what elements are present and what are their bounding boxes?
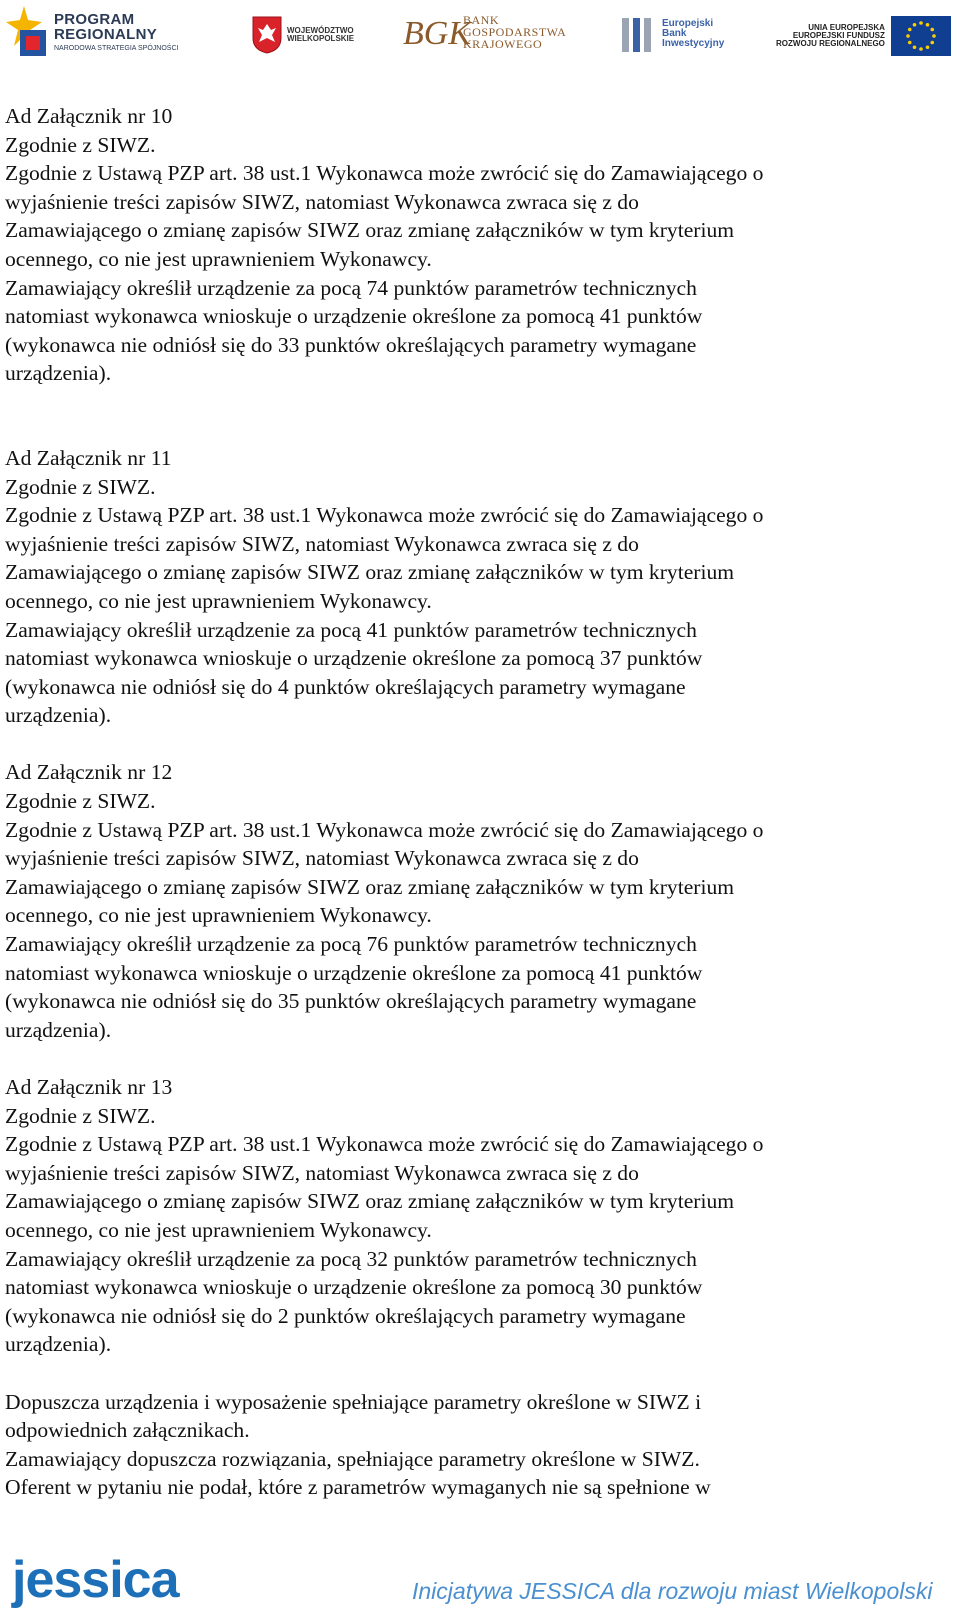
text-line: (wykonawca nie odniósł się do 33 punktów określających parametry wymagane	[5, 332, 697, 357]
ebi-line1: Europejski	[662, 17, 714, 29]
ebi-logo	[622, 14, 724, 54]
document-body	[5, 102, 945, 1502]
text-line: urządzenia).	[5, 361, 112, 386]
document-section	[5, 758, 945, 1044]
ebi-line3: Inwestycyjny	[662, 38, 725, 50]
eu-star-icon	[930, 41, 934, 45]
text-line: Zgodnie z SIWZ.	[5, 132, 156, 157]
program-regionalny-logo	[6, 6, 178, 58]
eu-flag-icon	[891, 16, 951, 56]
ue-line1: UNIA EUROPEJSKA	[808, 22, 885, 32]
text-line: Zamawiający określił urządzenie za pocą 76 punktów parametrów technicznych	[5, 932, 697, 957]
text-line: Zgodnie z Ustawą PZP art. 38 ust.1 Wykonawca może zwrócić się do Zamawiającego o	[5, 161, 764, 186]
ue-line2: EUROPEJSKI FUNDUSZ	[792, 30, 885, 40]
text-line: urządzenia).	[5, 703, 112, 728]
text-line: odpowiednich załącznikach.	[5, 1418, 250, 1443]
text-line: Zgodnie z Ustawą PZP art. 38 ust.1 Wykonawca może zwrócić się do Zamawiającego o	[5, 503, 764, 528]
bgk-line3: KRAJOWEGO	[463, 37, 543, 52]
text-line: ocennego, co nie jest uprawnieniem Wykonawcy.	[5, 246, 432, 271]
section-heading: Ad Załącznik nr 11	[5, 445, 172, 470]
jessica-logo: jessica	[12, 1551, 179, 1609]
text-line: Zamawiającego o zmianę zapisów SIWZ oraz zmianę załączników w tym kryterium	[5, 560, 735, 585]
text-line: Zamawiający dopuszcza rozwiązania, spełniające parametry określone w SIWZ.	[5, 1446, 700, 1471]
wojewodztwo-line1: WOJEWÓDZTWO	[287, 25, 354, 35]
footer	[0, 1540, 960, 1622]
ue-logo	[776, 16, 951, 56]
document-section	[5, 444, 945, 730]
bgk-line1: BANK	[463, 12, 500, 27]
text-line: Oferent w pytaniu nie podał, które z parametrów wymaganych nie są spełnione w	[5, 1475, 711, 1500]
program-regionalny-line3: NARODOWA STRATEGIA SPÓJNOŚCI	[54, 44, 179, 52]
text-line: Zamawiającego o zmianę zapisów SIWZ oraz zmianę załączników w tym kryterium	[5, 1189, 735, 1214]
svg-text:BGK: BGK	[403, 15, 471, 52]
wojewodztwo-logo	[252, 16, 354, 54]
text-line: (wykonawca nie odniósł się do 35 punktów określających parametry wymagane	[5, 989, 697, 1014]
section-spacer	[5, 730, 945, 759]
text-line: urządzenia).	[5, 1332, 112, 1357]
program-regionalny-line2: REGIONALNY	[54, 26, 158, 44]
eu-star-icon	[906, 34, 910, 38]
text-line: natomiast wykonawca wnioskuje o urządzenie określone za pomocą 41 punktów	[5, 304, 703, 329]
text-line: Zgodnie z SIWZ.	[5, 1103, 156, 1128]
text-line: wyjaśnienie treści zapisów SIWZ, natomiast Wykonawca zwraca się z do	[5, 1160, 639, 1185]
eu-star-icon	[930, 28, 934, 32]
eu-star-icon	[932, 34, 936, 38]
text-line: wyjaśnienie treści zapisów SIWZ, natomiast Wykonawca zwraca się z do	[5, 846, 639, 871]
document-section	[5, 102, 945, 388]
text-line: Zamawiającego o zmianę zapisów SIWZ oraz zmianę załączników w tym kryterium	[5, 218, 735, 243]
text-line: Zgodnie z SIWZ.	[5, 789, 156, 814]
eu-star-icon	[913, 23, 917, 27]
text-line: Zgodnie z SIWZ.	[5, 474, 156, 499]
ebi-bars-icon	[622, 14, 658, 54]
text-line: natomiast wykonawca wnioskuje o urządzenie określone za pomocą 30 punktów	[5, 1275, 703, 1300]
text-line: wyjaśnienie treści zapisów SIWZ, natomiast Wykonawca zwraca się z do	[5, 189, 639, 214]
ue-line3: ROZWOJU REGIONALNEGO	[776, 39, 885, 49]
text-line: natomiast wykonawca wnioskuje o urządzenie określone za pomocą 37 punktów	[5, 646, 703, 671]
section-spacer	[5, 1044, 945, 1073]
document-section	[5, 1388, 945, 1502]
text-line: urządzenia).	[5, 1017, 112, 1042]
coat-of-arms-icon	[252, 16, 282, 54]
text-line: (wykonawca nie odniósł się do 4 punktów określających parametry wymagane	[5, 674, 686, 699]
text-line: natomiast wykonawca wnioskuje o urządzenie określone za pomocą 41 punktów	[5, 960, 703, 985]
text-line: (wykonawca nie odniósł się do 2 punktów określających parametry wymagane	[5, 1303, 686, 1328]
text-line: Zgodnie z Ustawą PZP art. 38 ust.1 Wykonawca może zwrócić się do Zamawiającego o	[5, 1132, 764, 1157]
section-spacer	[5, 388, 945, 444]
eu-star-icon	[908, 41, 912, 45]
eu-star-icon	[908, 28, 912, 32]
section-heading: Ad Załącznik nr 12	[5, 760, 173, 785]
eu-star-icon	[913, 45, 917, 49]
text-line: Zamawiający określił urządzenie za pocą 32 punktów parametrów technicznych	[5, 1246, 697, 1271]
text-line: Zgodnie z Ustawą PZP art. 38 ust.1 Wykonawca może zwrócić się do Zamawiającego o	[5, 817, 764, 842]
document-section	[5, 1073, 945, 1359]
wojewodztwo-line2: WIELKOPOLSKIE	[287, 34, 355, 43]
footer-slogan: Inicjatywa JESSICA dla rozwoju miast Wielkopolski	[412, 1578, 933, 1604]
ebi-line2: Bank	[662, 27, 687, 39]
text-line: ocennego, co nie jest uprawnieniem Wykonawcy.	[5, 588, 432, 613]
bgk-line2: GOSPODARSTWA	[463, 24, 567, 39]
eu-star-icon	[919, 21, 923, 25]
text-line: wyjaśnienie treści zapisów SIWZ, natomiast Wykonawca zwraca się z do	[5, 531, 639, 556]
section-heading: Dopuszcza urządzenia i wyposażenie spełniające parametry określone w SIWZ i	[5, 1389, 702, 1414]
bgk-logo	[403, 12, 566, 52]
bgk-monogram-icon	[403, 12, 471, 52]
text-line: ocennego, co nie jest uprawnieniem Wykonawcy.	[5, 1217, 432, 1242]
section-spacer	[5, 1359, 945, 1388]
program-regionalny-line1: PROGRAM	[54, 11, 135, 29]
header-logos	[0, 0, 960, 80]
section-heading: Ad Załącznik nr 10	[5, 104, 173, 128]
section-heading: Ad Załącznik nr 13	[5, 1075, 173, 1099]
text-line: Zamawiający określił urządzenie za pocą 74 punktów parametrów technicznych	[5, 275, 697, 300]
eu-star-icon	[926, 45, 930, 49]
text-line: Zamawiający określił urządzenie za pocą 41 punktów parametrów technicznych	[5, 617, 697, 642]
program-regionalny-star-icon	[6, 6, 48, 58]
eu-star-icon	[919, 47, 923, 51]
text-line: ocennego, co nie jest uprawnieniem Wykonawcy.	[5, 903, 432, 928]
eu-star-icon	[926, 23, 930, 27]
text-line: Zamawiającego o zmianę zapisów SIWZ oraz zmianę załączników w tym kryterium	[5, 874, 735, 899]
